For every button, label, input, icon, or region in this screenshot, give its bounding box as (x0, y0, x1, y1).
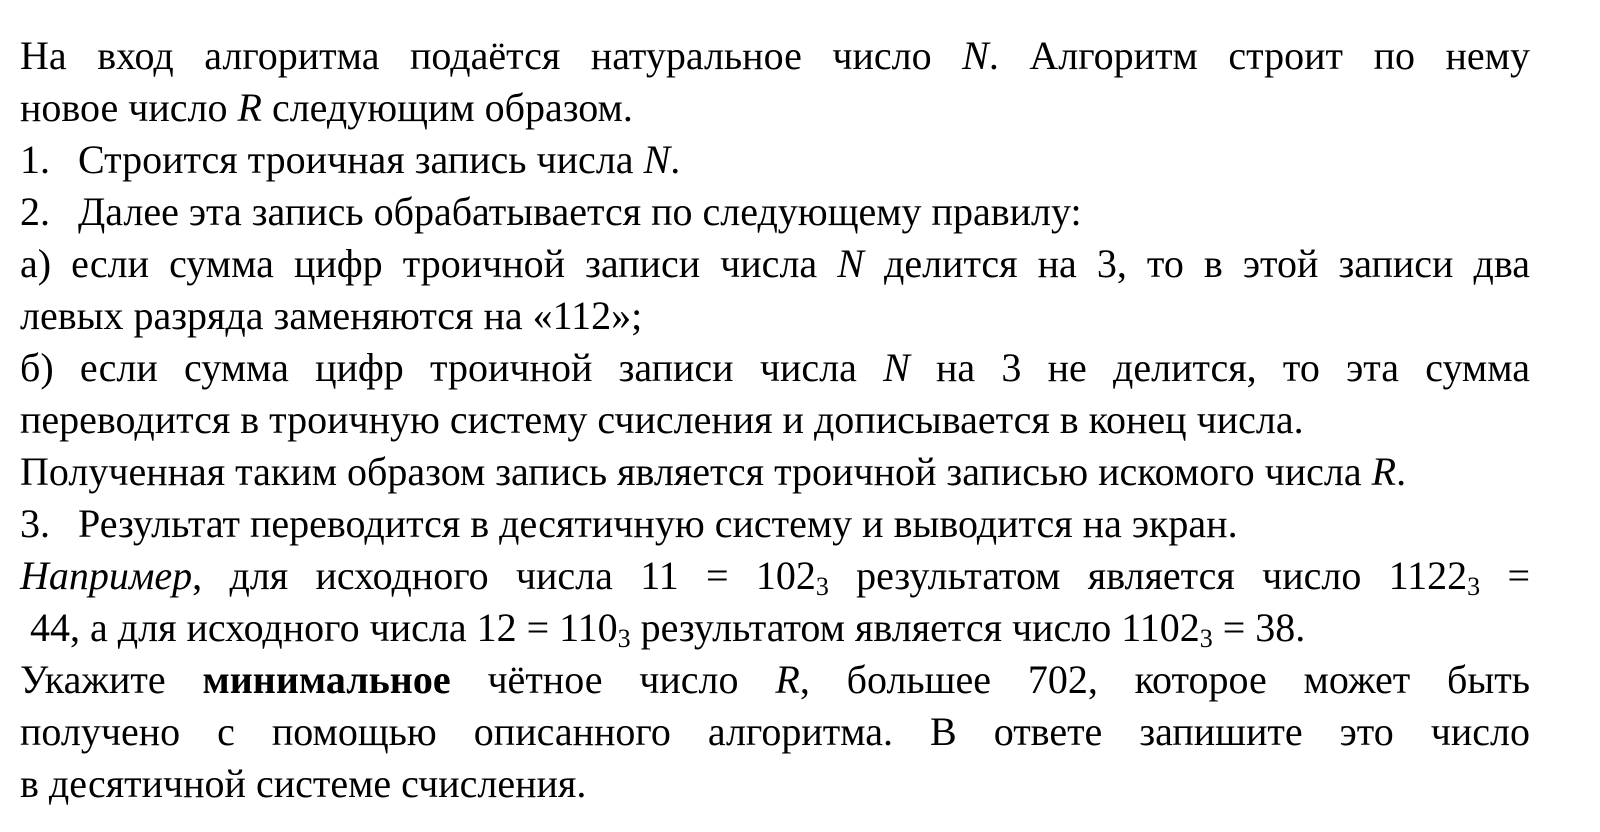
intro-line-2: новое число R следующим образом. (20, 85, 633, 130)
var-r: R (237, 85, 262, 130)
rule-b-line-1: б) если сумма цифр троичной записи числа N на 3 не делится, то эта сумма (20, 345, 1531, 390)
intro-line-1: На вход алгоритма подаётся натуральное число N. Алгоритм строит по нему (20, 33, 1530, 78)
var-r: R (775, 657, 800, 702)
result-line: Полученная таким образом запись является троичной записью искомого числа R. (20, 449, 1407, 494)
step-3-number: 3. (20, 501, 50, 546)
question-line-1: Укажите минимальное чётное число R, большее 702, которое может быть (20, 657, 1531, 702)
emphasis-minimal: минимальное (202, 657, 451, 702)
step-1-number: 1. (20, 137, 50, 182)
var-n: N (962, 33, 989, 78)
step-1: 1. Строится троичная запись числа N. (20, 134, 1530, 186)
example-line-2: 44, а для исходного числа $12 = 110_3$ результатом является число $1102_3 = 38$. (30, 605, 1306, 653)
rule-a-line-1: а) если сумма цифр троичной записи числа N делится на 3, то в этой записи два (20, 241, 1530, 286)
var-n: N (883, 345, 910, 390)
step-2-number: 2. (20, 189, 50, 234)
step-3: 3. Результат переводится в десятичную систему и выводится на экран. (20, 498, 1530, 550)
var-n: N (643, 137, 671, 182)
example-line-1: Например, для исходного числа $11 = 102_3$ результатом является число $1122_3$ = (20, 553, 1530, 601)
var-r: R (1371, 449, 1397, 494)
rule-b-line-2: переводится в троичную систему счисления и дописывается в конец числа. (20, 397, 1304, 442)
step-2: 2. Далее эта запись обрабатывается по следующему правилу: (20, 186, 1530, 238)
question-line-3: в десятичной системе счисления. (20, 761, 587, 806)
question-line-2: получено с помощью описанного алгоритма. В ответе запишите это число (20, 709, 1530, 754)
example-label: Например (20, 553, 193, 598)
rule-a-line-2: левых разряда заменяются на «112»; (20, 293, 643, 338)
var-n: N (837, 241, 864, 286)
